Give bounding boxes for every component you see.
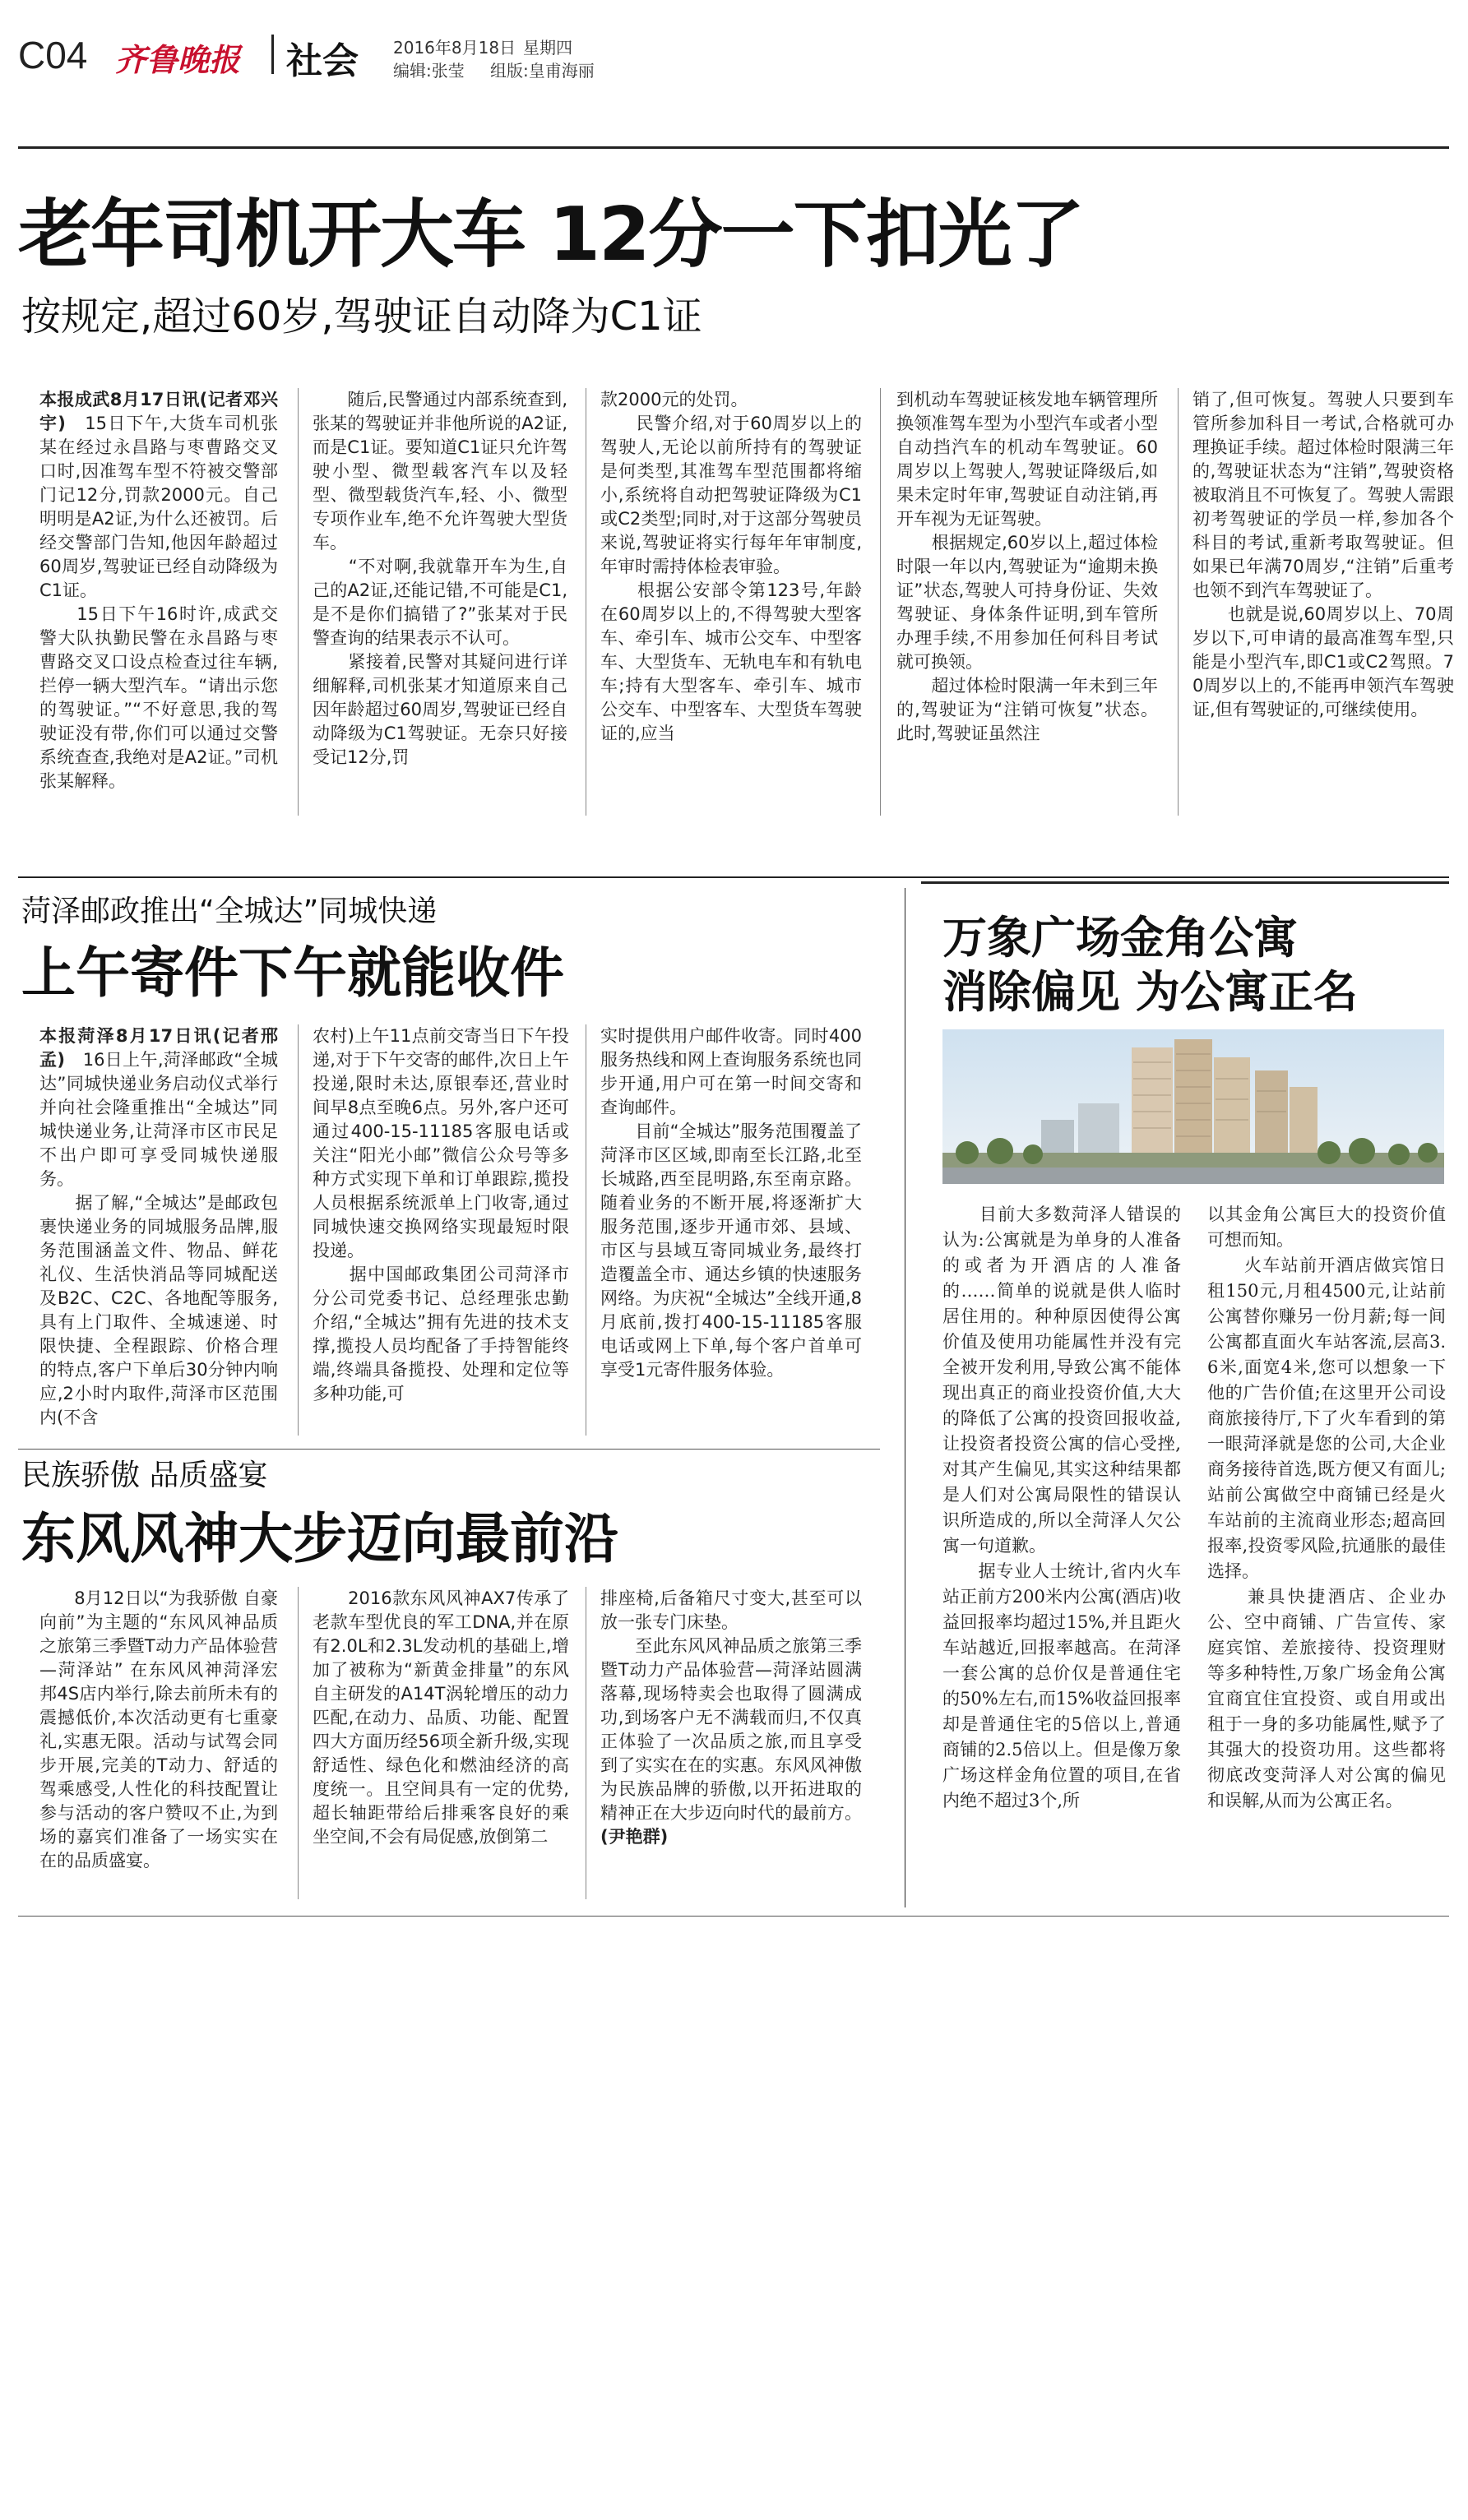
masthead [0,0,1468,99]
story1-col1: 本报成武8月17日讯(记者邓兴宇) 15日下午,大货车司机张某在经过永昌路与枣曹路交叉口时,因准驾车型不符被交警部门记12分,罚款2000元。自己明明是A2证,为什么还被罚。后经交警部门告知,他因年龄超过60周岁,驾驶证已经自动降级为C1证。 15日下午16时许,成武交警大队执勤民警在永昌路与枣曹路交叉口设点检查过往车辆,拦停一辆大型汽车。“请出示您的驾驶证。”“不好意思,我的驾驶证没有带,你们可以通过交警系统查查,我绝对是A2证。”司机张某解释。 [39,390,278,791]
story3-col1: 8月12日以“为我骄傲 自豪向前”为主题的“东风风神品质之旅第三季暨T动力产品体验营—菏泽站” 在东风风神菏泽宏邦4S店内举行,除去前所未有的震撼低价,本次活动更有七重豪礼,实惠无限。活动与试驾会同步开展,完美的T动力、舒适的驾乘感受,人性化的科技配置让参与活动的客户赞叹不止,为到场的嘉宾们准备了一场实实在在的品质盛宴。 [39,1588,278,1870]
apartment-building-photo [942,1029,1444,1184]
story1-bottom-rule [18,876,1449,878]
story1-col5: 销了,但可恢复。驾驶人只要到车管所参加科目一考试,合格就可办理换证手续。超过体检时限满三年的,驾驶证状态为“注销”,驾驶资格被取消且不可恢复了。驾驶人需跟初考驾驶证的学员一样,参加各个科目的考试,重新考取驾驶证。但如果已年满70周岁,“注销”后重考也领不到汽车驾驶证了。 也就是说,60周岁以上、70周岁以下,可申请的最高准驾车型,只能是小型汽车,即C1或C2驾照。70周岁以上的,不能再申领汽车驾驶证,但有驾驶证的,可继续使用。 [1192,390,1454,719]
story2-col3: 实时提供用户邮件收寄。同时400服务热线和网上查询服务系统也同步开通,用户可在第一时间交寄和查询邮件。 目前“全城达”服务范围覆盖了菏泽市区区域,即南至长江路,北至长城路,西至昆明路,东至南京路。随着业务的不断开展,将逐渐扩大服务范围,逐步开通市郊、县域、市区与县域互寄同城业务,最终打造覆盖全市、通达乡镇的快速服务网络。为庆祝“全城达”全线开通,8月底前,拨打400-15-11185客服电话或网上下单,每个客户首单可享受1元寄件服务体验。 [600,1026,862,1380]
story4-headline-line1: 万象广场金角公寓 [942,912,1298,964]
story3-byline: (尹艳群) [600,1827,669,1847]
editor-credit: 编辑:张莹 [393,61,465,81]
story2-kicker: 菏泽邮政推出“全城达”同城快递 [21,895,438,928]
page-number: C04 [18,34,88,76]
story1-col2: 随后,民警通过内部系统查到,张某的驾驶证并非他所说的A2证,而是C1证。要知道C1证只允许驾驶小型、微型载客汽车以及轻型、微型载货汽车,轻、小、微型专项作业车,绝不允许驾驶大型货车。 “不对啊,我就靠开车为生,自己的A2证,还能记错,不可能是C1,是不是你们搞错了?”张某对于民警查询的结果表示不认可。 紧接着,民警对其疑问进行详细解释,司机张某才知道原来自己因年龄超过60周岁,驾驶证已经自动降级为C1驾驶证。无奈只好接受记12分,罚 [313,390,567,767]
story2-headline: 上午寄件下午就能收件 [21,941,564,1005]
masthead-rule [18,146,1449,149]
story2-lead: 本报菏泽8月17日讯(记者邢孟) [39,1026,278,1070]
story4-headline-line2: 消除偏见 为公寓正名 [942,966,1358,1018]
story1-lead: 本报成武8月17日讯(记者邓兴宇) [39,390,278,433]
story3-kicker: 民族骄傲 品质盛宴 [21,1459,268,1492]
masthead-divider [271,35,274,74]
story3-col2: 2016款东风风神AX7传承了老款车型优良的军工DNA,并在原有2.0L和2.3L发动机的基础上,增加了被称为“新黄金排量”的东风自主研发的A14T涡轮增压的动力匹配,在动力、品质、功能、配置四大方面历经56项全新升级,实现舒适性、绿色化和燃油经济的高度统一。且空间具有一定的优势,超长轴距带给后排乘客良好的乘坐空间,不会有局促感,放倒第二 [313,1588,569,1847]
issue-date: 2016年8月18日 [393,38,516,58]
story4-col2: 以其金角公寓巨大的投资价值可想而知。 火车站前开酒店做宾馆日租150元,月租4500元,让站前公寓替你赚另一份月薪;每一间公寓都直面火车站客流,层高3.6米,面宽4米,您可以想象一下他的广告价值;在这里开公司设商旅接待厅,下了火车看到的第一眼菏泽就是您的公司,大企业商务接待首选,既方便又有面儿;站前公寓做空中商铺已经是火车站前的主流商业形态;超高回报率,投资零风险,抗通胀的最佳选择。 兼具快捷酒店、企业办公、空中商铺、广告宣传、家庭宾馆、差旅接待、投资理财等多种特性,万象广场金角公寓宜商宜住宜投资、或自用或出租于一身的多功能属性,赋予了其强大的投资功用。这些都将彻底改变菏泽人对公寓的偏见和误解,从而为公寓正名。 [1207,1205,1446,1810]
story1-col3: 款2000元的处罚。 民警介绍,对于60周岁以上的驾驶人,无论以前所持有的驾驶证是何类型,其准驾车型范围都将缩小,系统将自动把驾驶证降级为C1或C2类型;同时,对于这部分驾驶员来说,驾驶证将实行每年年审制度,年审时需持体检表审验。 根据公安部令第123号,年龄在60周岁以上的,不得驾驶大型客车、牵引车、城市公交车、中型客车、大型货车、无轨电车和有轨电车;持有大型客车、牵引车、城市公交车、中型客车、大型货车驾驶证的,应当 [600,390,862,743]
section-name: 社会 [286,40,359,82]
page-bottom-rule [18,1916,1449,1917]
story3-col3: 排座椅,后备箱尺寸变大,甚至可以放一张专门床垫。 至此东风风神品质之旅第三季暨T动力产品体验营—菏泽站圆满落幕,现场特卖会也取得了圆满成功,到场客户无不满载而归,不仅真正体验了一次品质之旅,而且享受到了实实在在的实惠。东风风神傲为民族品牌的骄傲,以开拓进取的精神正在大步迈向时代的最前方。(尹艳群) [600,1588,862,1847]
story1-col4: 到机动车驾驶证核发地车辆管理所换领准驾车型为小型汽车或者小型自动挡汽车的机动车驾驶证。60周岁以上驾驶人,驾驶证降级后,如果未定时年审,驾驶证自动注销,再开车视为无证驾驶。 根据规定,60岁以上,超过体检时限一年以内,驾驶证为“逾期未换证”状态,驾驶人可持身份证、失效驾驶证、身体条件证明,到车管所办理手续,不用参加任何科目考试就可换领。 超过体检时限满一年未到三年的,驾驶证为“注销可恢复”状态。此时,驾驶证虽然注 [896,390,1158,743]
issue-weekday: 星期四 [523,38,572,58]
story1-subhead: 按规定,超过60岁,驾驶证自动降为C1证 [21,294,702,340]
story3-headline: 东风风神大步迈向最前沿 [21,1507,618,1570]
layout-credit: 组版:皇甫海丽 [490,61,595,81]
story2-col1: 本报菏泽8月17日讯(记者邢孟) 16日上午,菏泽邮政“全城达”同城快递业务启动仪式举行并向社会隆重推出“全城达”同城快递业务,让菏泽市区市民足不出户即可享受同城快递服务。 据了解,“全城达”是邮政包裹快递业务的同城服务品牌,服务范围涵盖文件、物品、鲜花礼仪、生活快消品等同城配送及B2C、C2C、各地配等服务,具有上门取件、全城速递、时限快捷、全程跟踪、价格合理的特点,客户下单后30分钟内响应,2小时内取件,菏泽市区范围内(不含 [39,1026,278,1427]
story4-top-rule [921,881,1449,884]
story1-headline: 老年司机开大车 12分一下扣光了 [18,192,1083,278]
story2-bottom-rule [18,1449,880,1450]
story4-col1: 目前大多数菏泽人错误的认为:公寓就是为单身的人准备的或者为开酒店的人准备的……简单的说就是供人临时居住用的。种种原因使得公寓价值及使用功能属性并没有完全被开发利用,导致公寓不能体现出真正的商业投资价值,大大的降低了公寓的投资回报收益,让投资者投资公寓的信心受挫,对其产生偏见,其实这种结果都是人们对公寓局限性的错误认识所造成的,所以全菏泽人欠公寓一句道歉。 据专业人士统计,省内火车站正前方200米内公寓(酒店)收益回报率均超过15%,并且距火车站越近,回报率越高。在菏泽一套公寓的总价仅是普通住宅的50%左右,而15%收益回报率却是普通住宅的5倍以上,普通商铺的2.5倍以上。但是像万象广场这样金角位置的项目,在省内绝不超过3个,所 [942,1205,1181,1810]
paper-logo: 齐鲁晚报 [115,41,241,78]
story2-col2: 农村)上午11点前交寄当日下午投递,对于下午交寄的邮件,次日上午投递,限时未达,原银奉还,营业时间早8点至晚6点。另外,客户还可通过400-15-11185客服电话或关注“阳光小邮”微信公众号等多种方式实现下单和订单跟踪,揽投人员根据系统派单上门收寄,通过同城快速交换网络实现最短时限投递。 据中国邮政集团公司菏泽市分公司党委书记、总经理张忠勤介绍,“全城达”拥有先进的技术支撑,揽投人员均配备了手持智能终端,终端具备揽投、处理和定位等多种功能,可 [313,1026,569,1403]
